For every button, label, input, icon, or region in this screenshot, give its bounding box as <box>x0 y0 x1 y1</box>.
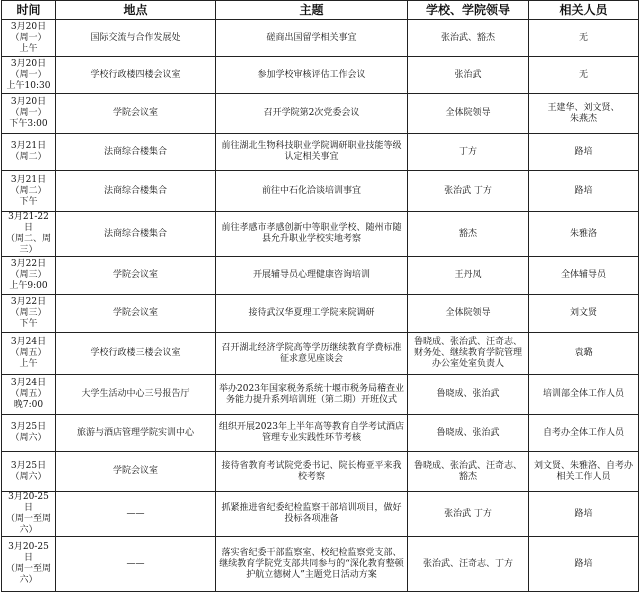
cell-staff: 无 <box>529 20 639 57</box>
cell-leaders: 丁方 <box>408 134 529 171</box>
table-row <box>2 134 639 171</box>
header-leaders: 学校、学院领导 <box>408 1 529 20</box>
table-row <box>2 375 639 415</box>
table-row <box>2 212 639 257</box>
table-row <box>2 257 639 295</box>
cell-leaders: 张治武 丁方 <box>408 492 529 537</box>
table-row <box>2 452 639 492</box>
cell-leaders: 张治武 <box>408 57 529 94</box>
cell-place: 旅游与酒店管理学院实训中心 <box>56 415 216 452</box>
cell-topic: 开展辅导员心理健康咨询培训 <box>216 257 408 295</box>
cell-place: 法商综合楼集合 <box>56 212 216 257</box>
header-place: 地点 <box>56 1 216 20</box>
schedule-table <box>1 0 639 592</box>
cell-leaders: 张治武 丁方 <box>408 171 529 212</box>
cell-staff: 路培 <box>529 492 639 537</box>
cell-place: 学校行政楼四楼会议室 <box>56 57 216 94</box>
cell-staff: 无 <box>529 57 639 94</box>
cell-leaders: 鲁晓成、张治武 <box>408 375 529 415</box>
cell-topic: 接待省教育考试院党委书记、院长梅亚平来我校考察 <box>216 452 408 492</box>
cell-time: 3月20日 （周一） 下午3:00 <box>2 94 56 134</box>
cell-topic: 举办2023年国家税务系统十堰市税务局稽查业务能力提升系列培训班（第二期）开班仪式 <box>216 375 408 415</box>
header-staff: 相关人员 <box>529 1 639 20</box>
cell-topic: 组织开展2023年上半年高等教育自学考试酒店管理专业实践性环节考核 <box>216 415 408 452</box>
cell-leaders: 全体院领导 <box>408 94 529 134</box>
table-row <box>2 492 639 537</box>
cell-staff: 袁璐 <box>529 333 639 375</box>
cell-topic: 前往孝感市孝感创新中等职业学校、随州市随县允升职业学校实地考察 <box>216 212 408 257</box>
cell-place: 学院会议室 <box>56 94 216 134</box>
cell-leaders: 豁杰 <box>408 212 529 257</box>
cell-time: 3月20-25日 （周一至周六） <box>2 492 56 537</box>
cell-place: —— <box>56 492 216 537</box>
table-row <box>2 20 639 57</box>
cell-leaders: 鲁晓成、张治武 <box>408 415 529 452</box>
cell-staff: 刘文贤 <box>529 295 639 333</box>
cell-topic: 抓紧推进省纪委纪检监察干部培训项目，做好投标各项准备 <box>216 492 408 537</box>
table-row <box>2 537 639 592</box>
cell-time: 3月22日 （周三） 下午 <box>2 295 56 333</box>
cell-time: 3月21日 （周二） <box>2 134 56 171</box>
cell-place: 法商综合楼集合 <box>56 134 216 171</box>
cell-staff: 刘文贤、朱雅洛、自考办相关工作人员 <box>529 452 639 492</box>
table-row <box>2 94 639 134</box>
cell-leaders: 张治武、汪奇志、丁方 <box>408 537 529 592</box>
cell-staff: 王建华、刘文贤、 朱燕杰 <box>529 94 639 134</box>
cell-staff: 全体辅导员 <box>529 257 639 295</box>
cell-staff: 培训部全体工作人员 <box>529 375 639 415</box>
cell-topic: 前往中石化洽谈培训事宜 <box>216 171 408 212</box>
cell-topic: 召开学院第2次党委会议 <box>216 94 408 134</box>
table-row <box>2 333 639 375</box>
cell-leaders: 鲁晓成、张治武、汪奇志、豁杰 <box>408 452 529 492</box>
cell-topic: 磋商出国留学相关事宜 <box>216 20 408 57</box>
cell-place: —— <box>56 537 216 592</box>
header-row <box>2 1 639 20</box>
cell-place: 学院会议室 <box>56 257 216 295</box>
cell-time: 3月25日 （周六） <box>2 452 56 492</box>
cell-topic: 接待武汉华夏理工学院来院调研 <box>216 295 408 333</box>
cell-leaders: 王丹凤 <box>408 257 529 295</box>
table-row <box>2 57 639 94</box>
cell-leaders: 张治武、豁杰 <box>408 20 529 57</box>
cell-place: 国际交流与合作发展处 <box>56 20 216 57</box>
header-topic: 主题 <box>216 1 408 20</box>
cell-place: 学院会议室 <box>56 452 216 492</box>
cell-topic: 前往湖北生物科技职业学院调研职业技能等级认定相关事宜 <box>216 134 408 171</box>
cell-topic: 落实省纪委干部监察室、校纪检监察党支部、继续教育学院党支部共同参与的“深化教育整顿 护航立德树人”主题党日活动方案 <box>216 537 408 592</box>
cell-time: 3月24日 （周五） 上午 <box>2 333 56 375</box>
cell-time: 3月21-22日 （周二、周三） <box>2 212 56 257</box>
cell-topic: 召开湖北经济学院高等学历继续教育学费标准征求意见座谈会 <box>216 333 408 375</box>
cell-time: 3月21日 （周二） 下午 <box>2 171 56 212</box>
cell-time: 3月20-25日 （周一至周六） <box>2 537 56 592</box>
cell-time: 3月20日 （周一） 上午10:30 <box>2 57 56 94</box>
cell-staff: 路培 <box>529 537 639 592</box>
cell-place: 学院会议室 <box>56 295 216 333</box>
cell-time: 3月25日 （周六） <box>2 415 56 452</box>
cell-staff: 自考办全体工作人员 <box>529 415 639 452</box>
cell-place: 学校行政楼三楼会议室 <box>56 333 216 375</box>
cell-staff: 路培 <box>529 171 639 212</box>
table-row <box>2 415 639 452</box>
cell-leaders: 鲁晓成、张治武、汪奇志、财务处、继续教育学院管理办公室处室负责人 <box>408 333 529 375</box>
cell-place: 大学生活动中心三号报告厅 <box>56 375 216 415</box>
header-time: 时间 <box>2 1 56 20</box>
cell-place: 法商综合楼集合 <box>56 171 216 212</box>
cell-time: 3月20日 （周一） 上午 <box>2 20 56 57</box>
cell-time: 3月24日 （周五） 晚7:00 <box>2 375 56 415</box>
cell-topic: 参加学校审核评估工作会议 <box>216 57 408 94</box>
cell-staff: 路培 <box>529 134 639 171</box>
cell-staff: 朱雅洛 <box>529 212 639 257</box>
table-row <box>2 295 639 333</box>
cell-leaders: 全体院领导 <box>408 295 529 333</box>
table-row <box>2 171 639 212</box>
cell-time: 3月22日 （周三） 上午9:00 <box>2 257 56 295</box>
